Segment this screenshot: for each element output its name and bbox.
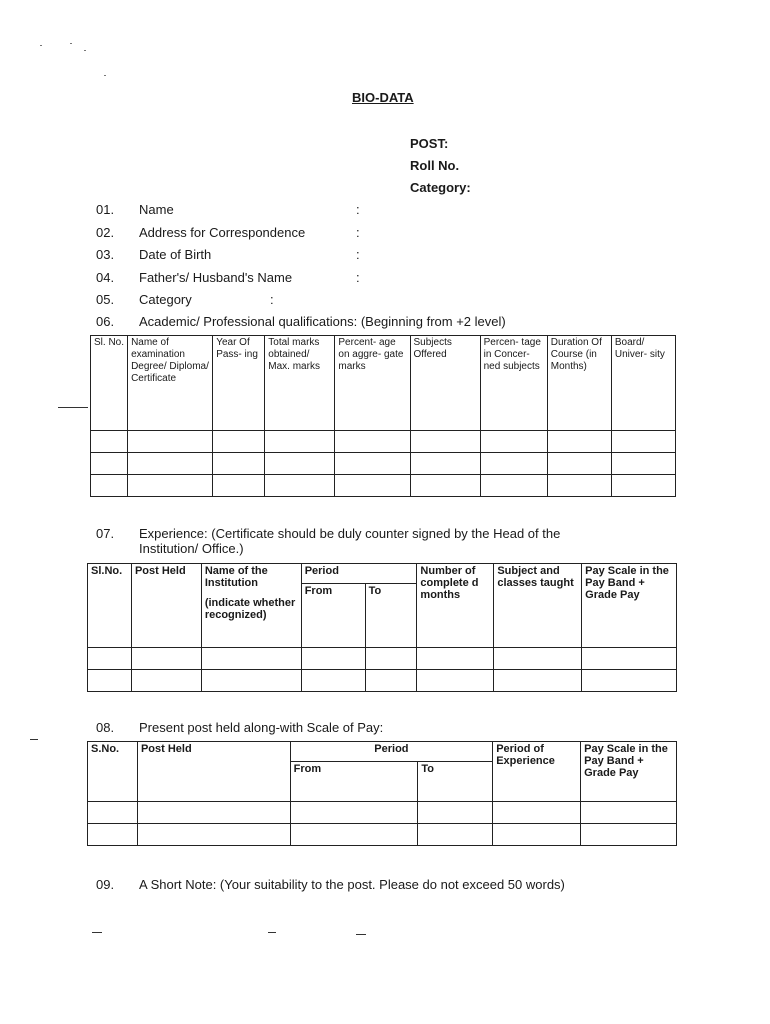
col-header-institution: [201, 564, 301, 648]
qualifications-table: [90, 335, 676, 497]
col-header-post-held: Post Held: [137, 742, 290, 802]
section-number: 08.: [96, 720, 115, 735]
col-header-year: Year Of Pass- ing: [213, 336, 265, 431]
section-heading-qualifications: Academic/ Professional qualifications: (Beginning from +2 level): [139, 314, 506, 329]
col-header-months: Number of complete d months: [417, 564, 494, 648]
section-heading-short-note: A Short Note: (Your suitability to the post. Please do not exceed 50 words): [139, 877, 565, 892]
scan-mark: [356, 934, 366, 935]
field-colon: :: [356, 247, 360, 262]
present-post-table: [87, 741, 677, 846]
scan-mark: [58, 407, 88, 408]
post-label: POST:: [410, 136, 449, 151]
col-header-percentage-subjects: Percen- tage in Concer- ned subjects: [480, 336, 547, 431]
field-number: 02.: [96, 225, 115, 240]
col-header-period: Period: [290, 742, 493, 762]
col-header-from: From: [301, 584, 365, 648]
section-heading-experience: Experience: (Certificate should be duly counter signed by the Head of the Institution/ Office.): [139, 526, 561, 556]
col-header-subjects: Subjects Offered: [410, 336, 480, 431]
scan-speck: [104, 75, 106, 76]
col-header-board: Board/ Univer- sity: [611, 336, 675, 431]
col-header-experience: Period of Experience: [493, 742, 581, 802]
field-number: 05.: [96, 292, 115, 307]
col-header-period: Period: [301, 564, 417, 584]
scan-mark: [268, 932, 276, 933]
table-row[interactable]: [88, 802, 677, 824]
col-header-examination: Name of examination Degree/ Diploma/ Certificate: [128, 336, 213, 431]
institution-note: (indicate whether recognized): [204, 597, 296, 621]
field-label-dob: Date of Birth: [139, 247, 212, 262]
institution-label: Name of the Institution: [204, 565, 268, 589]
section-number: 09.: [96, 877, 115, 892]
col-header-from: From: [290, 762, 418, 802]
field-colon: :: [356, 202, 360, 217]
table-row[interactable]: [91, 431, 676, 453]
field-number: 01.: [96, 202, 115, 217]
col-header-s-no: S.No.: [88, 742, 138, 802]
table-row[interactable]: [91, 475, 676, 497]
section-number: 06.: [96, 314, 115, 329]
field-label-address: Address for Correspondence: [139, 225, 306, 240]
col-header-pay-scale: Pay Scale in the Pay Band + Grade Pay: [581, 742, 677, 802]
roll-no-label: Roll No.: [410, 158, 460, 173]
col-header-percentage: Percent- age on aggre- gate marks: [335, 336, 410, 431]
col-header-duration: Duration Of Course (in Months): [547, 336, 611, 431]
field-colon: :: [270, 292, 274, 307]
experience-table: [87, 563, 677, 692]
table-row[interactable]: [91, 453, 676, 475]
field-label-category: Category: [139, 292, 192, 307]
col-header-pay-scale: Pay Scale in the Pay Band + Grade Pay: [582, 564, 677, 648]
field-number: 03.: [96, 247, 115, 262]
scan-speck: [40, 45, 42, 46]
col-header-to: To: [365, 584, 417, 648]
field-label-name: Name: [139, 202, 174, 217]
col-header-sl-no: Sl. No.: [91, 336, 128, 431]
document-title: BIO-DATA: [352, 90, 414, 105]
table-row[interactable]: [88, 648, 677, 670]
scan-speck: [70, 43, 72, 44]
col-header-to: To: [418, 762, 493, 802]
field-number: 04.: [96, 270, 115, 285]
table-row[interactable]: [88, 670, 677, 692]
field-label-father-husband: Father's/ Husband's Name: [139, 270, 293, 285]
field-colon: :: [356, 225, 360, 240]
col-header-post-held: Post Held: [131, 564, 201, 648]
col-header-sl-no: Sl.No.: [88, 564, 132, 648]
col-header-subject: Subject and classes taught: [494, 564, 582, 648]
category-header-label: Category:: [410, 180, 471, 195]
field-colon: :: [356, 270, 360, 285]
scan-speck: [84, 50, 86, 51]
col-header-marks: Total marks obtained/ Max. marks: [265, 336, 335, 431]
scan-mark: [92, 932, 102, 933]
section-heading-present-post: Present post held along-with Scale of Pay:: [139, 720, 384, 735]
scan-mark: [30, 739, 38, 740]
section-number: 07.: [96, 526, 115, 541]
table-row[interactable]: [88, 824, 677, 846]
